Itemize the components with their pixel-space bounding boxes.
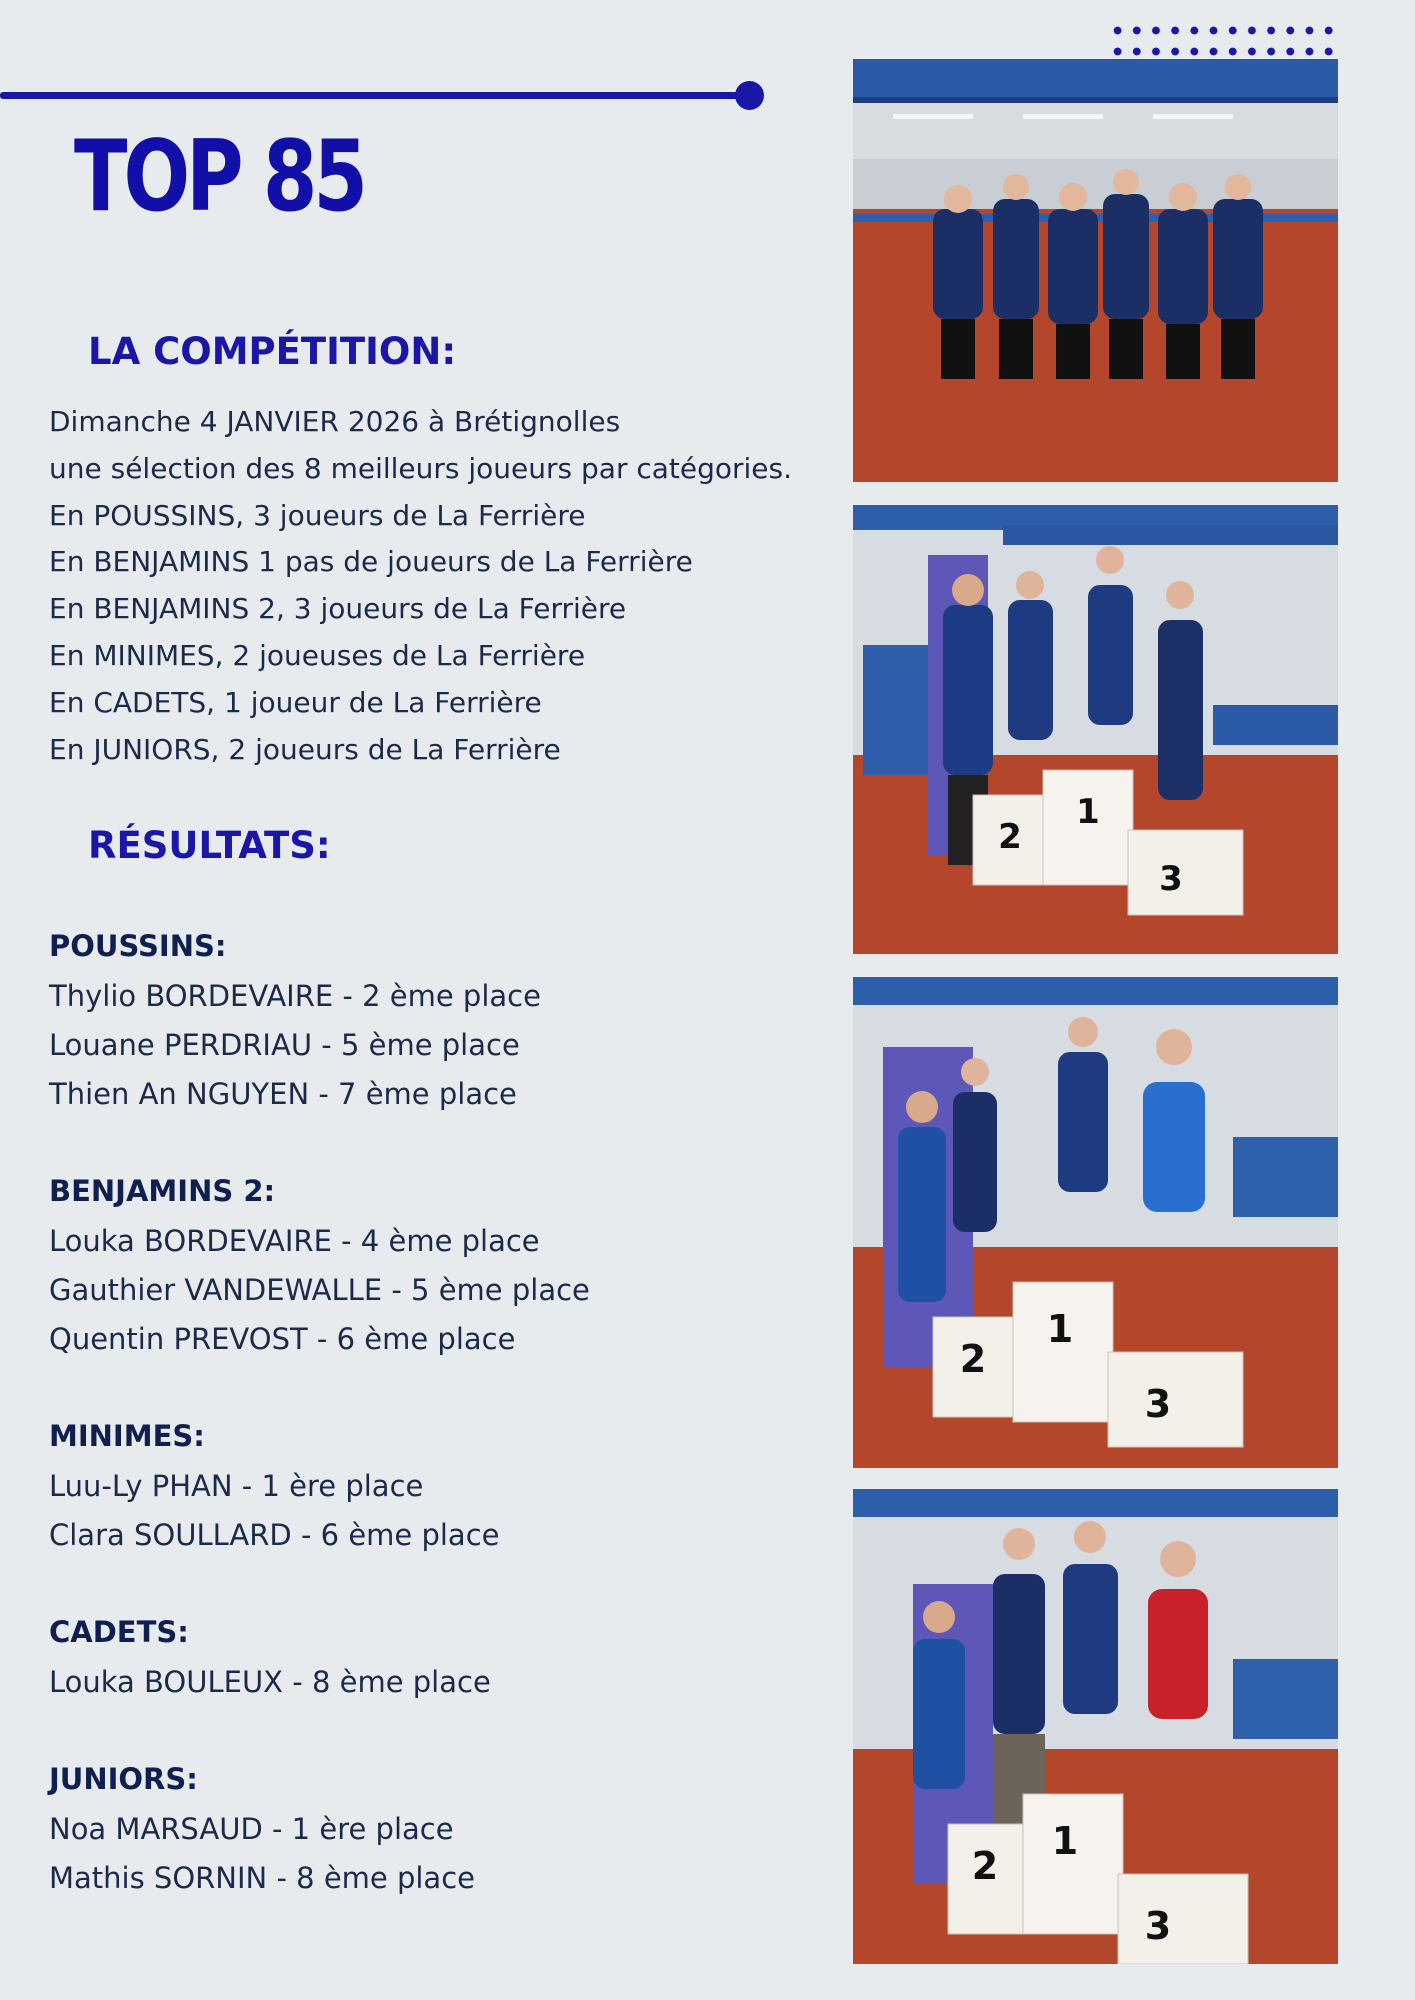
page-title: TOP 85 — [74, 120, 364, 234]
competition-line: une sélection des 8 meilleurs joueurs par catégories. — [49, 451, 793, 485]
competition-line: En BENJAMINS 2, 3 joueurs de La Ferrière — [49, 592, 627, 626]
results-list-juniors — [49, 1805, 475, 1903]
result-entry: Gauthier VANDEWALLE - 5 ème place — [49, 1273, 590, 1307]
podium-label: 2 — [998, 817, 1022, 857]
podium-label: 3 — [1144, 1904, 1172, 1948]
photo-podium-poussins — [853, 505, 1338, 954]
photo-group-team — [853, 59, 1338, 482]
results-list-benjamins-2 — [49, 1217, 590, 1364]
category-poussins: POUSSINS: — [49, 929, 227, 963]
results-list-minimes — [49, 1462, 500, 1560]
podium-label: 3 — [1159, 859, 1183, 899]
result-entry: Louane PERDRIAU - 5 ème place — [49, 1028, 520, 1062]
result-entry: Thylio BORDEVAIRE - 2 ème place — [49, 979, 541, 1013]
competition-heading: LA COMPÉTITION: — [88, 330, 457, 373]
results-heading: RÉSULTATS: — [88, 824, 331, 867]
result-entry: Clara SOULLARD - 6 ème place — [49, 1518, 500, 1552]
podium-label: 1 — [1046, 1307, 1074, 1351]
result-entry: Louka BORDEVAIRE - 4 ème place — [49, 1224, 540, 1258]
competition-line: En CADETS, 1 joueur de La Ferrière — [49, 685, 542, 719]
results-list-poussins — [49, 972, 541, 1119]
podium-label: 2 — [959, 1337, 987, 1381]
result-entry: Mathis SORNIN - 8 ème place — [49, 1861, 475, 1895]
competition-line: Dimanche 4 JANVIER 2026 à Brétignolles — [49, 405, 621, 438]
category-juniors: JUNIORS: — [49, 1762, 198, 1796]
category-cadets: CADETS: — [49, 1615, 189, 1649]
podium-label: 3 — [1144, 1382, 1172, 1426]
result-entry: Louka BOULEUX - 8 ème place — [49, 1665, 491, 1699]
photo-podium-juniors — [853, 1489, 1338, 1964]
competition-line: En MINIMES, 2 joueuses de La Ferrière — [49, 638, 586, 672]
header-rule-dot — [735, 81, 764, 110]
competition-description — [49, 399, 792, 773]
podium-label: 1 — [1051, 1819, 1079, 1863]
results-list-cadets — [49, 1658, 491, 1707]
result-entry: Thien An NGUYEN - 7 ème place — [49, 1077, 517, 1111]
result-entry: Quentin PREVOST - 6 ème place — [49, 1322, 516, 1356]
competition-line: En BENJAMINS 1 pas de joueurs de La Ferrière — [49, 545, 693, 579]
photo-podium-minimes — [853, 977, 1338, 1468]
category-benjamins-2: BENJAMINS 2: — [49, 1174, 276, 1208]
category-minimes: MINIMES: — [49, 1419, 205, 1453]
header-rule — [0, 92, 748, 99]
podium-label: 2 — [971, 1844, 999, 1888]
decorative-dot-grid — [1108, 20, 1340, 58]
result-entry: Luu-Ly PHAN - 1 ère place — [49, 1469, 424, 1503]
podium-label: 1 — [1076, 792, 1100, 832]
competition-line: En JUNIORS, 2 joueurs de La Ferrière — [49, 732, 561, 766]
result-entry: Noa MARSAUD - 1 ère place — [49, 1812, 454, 1846]
competition-line: En POUSSINS, 3 joueurs de La Ferrière — [49, 498, 586, 532]
